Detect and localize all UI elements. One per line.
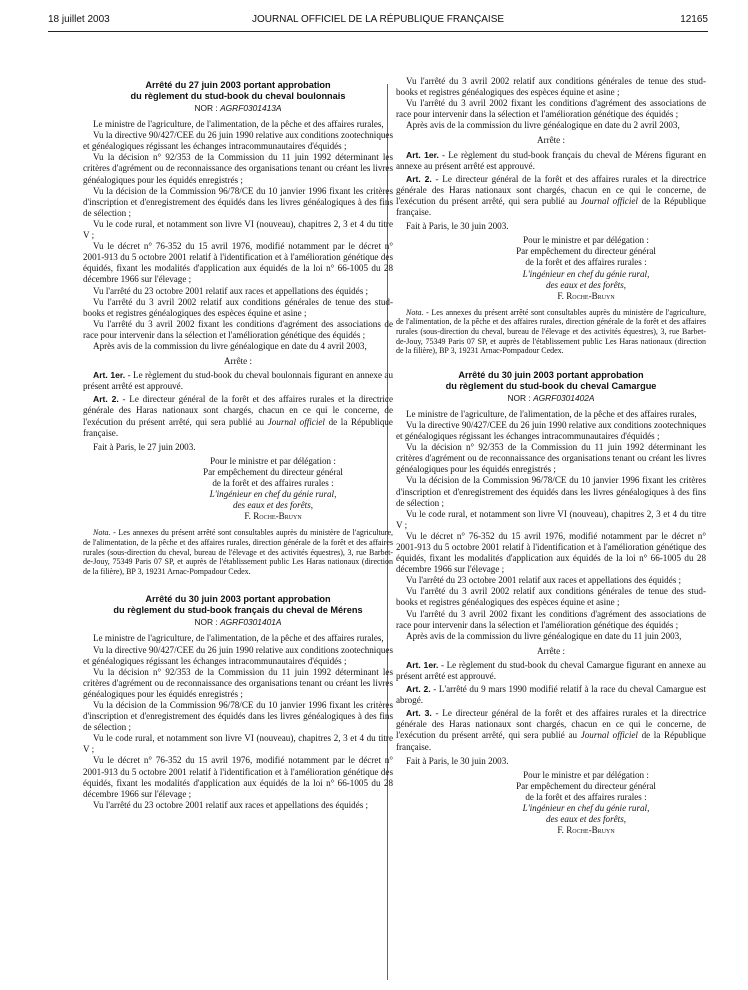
article-1 — [83, 370, 393, 392]
article-label: Art. 3. — [406, 708, 432, 719]
nor-code: AGRF0301402A — [533, 392, 595, 403]
article-2 — [396, 684, 706, 706]
nor-label: NOR : — [194, 103, 221, 113]
article-text: - Le règlement du stud-book du cheval boulonnais figurant en annexe au présent arrêté est approuvé. — [83, 370, 393, 392]
arrete-boulonnais — [83, 80, 393, 576]
signatory-name: F. Roche-Bruyn — [244, 511, 302, 522]
signature-line: L'ingénieur en chef du génie rural, — [209, 489, 337, 500]
arrete-merens-continued — [396, 76, 706, 356]
right-column — [396, 76, 706, 836]
paragraph: Vu la directive 90/427/CEE du 26 juin 1990 relative aux conditions zootechniques et généalogiques régissant les échanges intracommunautaires d'équidés ; — [83, 130, 393, 152]
paragraph: Vu la directive 90/427/CEE du 26 juin 1990 relative aux conditions zootechniques et généalogiques régissant les échanges intracommunautaires d'équidés ; — [396, 419, 706, 442]
paragraph: Vu le code rural, et notamment son livre VI (nouveau), chapitres 2, 3 et 4 du titre V ; — [83, 218, 393, 241]
signature-line: des eaux et des forêts, — [545, 279, 627, 290]
article-2 — [396, 174, 706, 218]
signature-line: Pour le ministre et par délégation : — [523, 235, 649, 246]
nor-label: NOR : — [507, 392, 534, 403]
signature-line: Pour le ministre et par délégation : — [523, 769, 649, 780]
paragraph: Vu la directive 90/427/CEE du 26 juin 1990 relative aux conditions zootechniques et généalogiques régissant les échanges intracommunautaires d'équidés ; — [83, 644, 393, 666]
paragraph: Vu l'arrêté du 3 avril 2002 relatif aux conditions générales de tenue des stud-books et registres généalogiques des espèces équine et asine ; — [396, 586, 706, 608]
nor-label: NOR : — [194, 617, 221, 628]
nota-note — [396, 308, 706, 356]
article-text-end: de la République française. — [83, 416, 393, 438]
article-label: Art. 2. — [406, 173, 432, 184]
arrete-title: Arrêté du 30 juin 2003 portant approbation — [145, 594, 331, 605]
header-page-number: 12165 — [680, 14, 708, 25]
paragraph: Vu l'arrêté du 23 octobre 2001 relatif aux races et appellations des équidés ; — [93, 285, 369, 296]
nor-reference — [83, 617, 393, 628]
nor-reference — [396, 393, 706, 404]
signature-line: de la forêt et des affaires rurales : — [525, 257, 647, 268]
article-text: - Le directeur général de la forêt et des affaires rurales et la directrice générale des Haras nationaux sont chargés, chacun en ce qui le concerne, de l'exécution du présent arrêté, qui sera publié au — [83, 394, 393, 427]
signature-line: de la forêt et des affaires rurales : — [212, 478, 334, 488]
arrete-camargue — [396, 370, 706, 837]
signatory-name: F. Roche-Bruyn — [557, 290, 615, 301]
header-rule — [48, 31, 708, 32]
arrete-subtitle: du règlement du stud-book du cheval boulonnais — [130, 91, 346, 101]
arrete-heading: Arrête : — [536, 645, 566, 656]
signature-block — [396, 770, 706, 837]
nota-text: - Les annexes du présent arrêté sont consultables auprès du ministère de l'agriculture, de l'alimentation, de la pêche et des affaires rurales, direction générale de la forêt et des affaires rurales (sous-direction du cheval, bureau de l'élevage et des activités équestres), 3, rue Barbet-de-Jouy, 75349 Paris 07 SP, et auprès de l'établissement public Les Haras nationaux (direction de la filière), BP 3, 19231 Arnac-Pompadour Cedex. — [396, 307, 706, 356]
paragraph: Vu l'arrêté du 23 octobre 2001 relatif aux races et appellations des équidés ; — [406, 575, 682, 586]
arrete-heading: Arrête : — [536, 135, 566, 146]
article-text: - Le règlement du stud-book du cheval Camargue figurant en annexe au présent arrêté est approuvé. — [396, 659, 706, 681]
signature-line: des eaux et des forêts, — [545, 814, 627, 825]
paragraph: Vu la décision de la Commission 96/78/CE du 10 janvier 1996 fixant les critères d'inscription et d'enregistrement des équidés dans les livres généalogiques à des fins de sélection ; — [83, 700, 393, 733]
nor-code: AGRF0301413A — [220, 103, 282, 113]
article-label: Art. 1er. — [406, 149, 439, 160]
nota-label: Nota. — [93, 528, 111, 538]
paragraph: Vu le décret n° 76-352 du 15 avril 1976, modifié notamment par le décret n° 2001-913 du 5 octobre 2001 relatif à l'identification et à l'amélioration génétique des équidés, fixant les modalités d'application aux équidés de la loi n° 66-1005 du 28 décembre 1966 sur l'élevage ; — [396, 530, 706, 575]
header-journal-title: JOURNAL OFFICIEL DE LA RÉPUBLIQUE FRANÇAISE — [251, 14, 505, 25]
article-text: - Le directeur général de la forêt et des affaires rurales et la directrice générale des Haras nationaux sont chargés, chacun en ce qui le concerne, de l'exécution du présent arrêté, qui sera publié au — [396, 708, 706, 741]
nor-code: AGRF0301401A — [220, 617, 282, 628]
paragraph: Vu la décision de la Commission 96/78/CE du 10 janvier 1996 fixant les critères d'inscription et d'enregistrement des équidés dans les livres généalogiques à des fins de sélection ; — [396, 475, 706, 508]
paragraph: Le ministre de l'agriculture, de l'alimentation, de la pêche et des affaires rurales, — [93, 119, 384, 130]
paragraph: Vu le code rural, et notamment son livre VI (nouveau), chapitres 2, 3 et 4 du titre V ; — [83, 733, 393, 755]
article-label: Art. 2. — [93, 394, 119, 405]
nor-reference — [83, 103, 393, 114]
journal-officiel-italic: Journal officiel — [580, 195, 638, 206]
paragraph: Vu l'arrêté du 3 avril 2002 fixant les conditions d'agrément des associations de race pour intervenir dans la sélection et l'amélioration génétique des équidés ; — [396, 608, 706, 630]
signature-line: de la forêt et des affaires rurales : — [525, 791, 647, 802]
arrete-subtitle: du règlement du stud-book français du cheval de Mérens — [113, 605, 363, 616]
signature-block — [83, 456, 393, 523]
paragraph: Après avis de la commission du livre généalogique en date du 2 avril 2003, — [406, 120, 680, 131]
article-1 — [396, 660, 706, 682]
nota-label: Nota. — [406, 307, 424, 317]
signature-date: Fait à Paris, le 30 juin 2003. — [406, 755, 509, 766]
signature-line: Par empêchement du directeur général — [516, 780, 656, 791]
signature-line: Par empêchement du directeur général — [516, 246, 656, 257]
paragraph: Après avis de la commission du livre généalogique en date du 4 avril 2003, — [93, 340, 367, 351]
signature-line: L'ingénieur en chef du génie rural, — [522, 268, 650, 279]
article-text-end: de la République française. — [396, 730, 706, 752]
signature-line: Pour le ministre et par délégation : — [210, 455, 336, 466]
paragraph: Vu l'arrêté du 3 avril 2002 relatif aux conditions générales de tenue des stud-books et registres généalogiques des espèces équine et asine ; — [396, 76, 706, 98]
paragraph: Après avis de la commission du livre généalogique en date du 11 juin 2003, — [406, 630, 682, 641]
article-text: - Le directeur général de la forêt et des affaires rurales et la directrice générale des Haras nationaux sont chargés, chacun en ce qui le concerne, de l'exécution du présent arrêté, qui sera publié au — [396, 173, 706, 206]
article-1 — [396, 150, 706, 172]
paragraph: Vu le décret n° 76-352 du 15 avril 1976, modifié notamment par le décret n° 2001-913 du 5 octobre 2001 relatif à l'identification et à l'amélioration génétique des équidés, fixant les modalités d'application aux équidés de la loi n° 66-1005 du 28 décembre 1966 sur l'élevage ; — [83, 755, 393, 799]
article-text-end: de la République française. — [396, 195, 706, 218]
nota-note — [83, 528, 393, 576]
signature-date: Fait à Paris, le 27 juin 2003. — [93, 441, 196, 452]
header-date: 18 juillet 2003 — [48, 14, 110, 25]
arrete-merens — [83, 594, 393, 811]
nota-text: - Les annexes du présent arrêté sont consultables auprès du ministère de l'agriculture, de l'alimentation, de la pêche et des affaires rurales, direction générale de la forêt et des affaires rurales (sous-direction du cheval, bureau de l'élevage et des activités équestres), 3, rue Barbet-de-Jouy, 75349 Paris 07 SP, et auprès de l'établissement public Les Haras nationaux (direction de la filière), BP 3, 19231 Arnac-Pompadour Cedex. — [83, 528, 393, 576]
journal-officiel-italic: Journal officiel — [580, 730, 638, 741]
paragraph: Vu le code rural, et notamment son livre VI (nouveau), chapitres 2, 3 et 4 du titre V ; — [396, 508, 706, 530]
paragraph: Vu la décision n° 92/353 de la Commission du 11 juin 1992 déterminant les critères d'agrément ou de reconnaissance des organisations tenant ou créant les livres généalogiques pour les équidés enregistrés ; — [396, 442, 706, 475]
article-label: Art. 1er. — [406, 659, 439, 670]
paragraph: Vu le décret n° 76-352 du 15 avril 1976, modifié notamment par le décret n° 2001-913 du 5 octobre 2001 relatif à l'identification et à l'amélioration génétique des équidés, fixant les modalités d'application aux équidés de la loi n° 66-1005 du 28 décembre 1966 sur l'élevage ; — [83, 241, 393, 285]
signature-line: des eaux et des forêts, — [232, 500, 314, 511]
paragraph: Le ministre de l'agriculture, de l'alimentation, de la pêche et des affaires rurales, — [93, 633, 384, 644]
journal-officiel-italic: Journal officiel — [267, 416, 325, 427]
arrete-title: Arrêté du 30 juin 2003 portant approbation — [458, 369, 644, 380]
arrete-subtitle: du règlement du stud-book du cheval Camargue — [445, 380, 657, 391]
left-column — [83, 80, 393, 811]
arrete-heading: Arrête : — [223, 356, 253, 367]
paragraph: Vu la décision n° 92/353 de la Commission du 11 juin 1992 déterminant les critères d'agrément ou de reconnaissance des organisations tenant ou créant les livres généalogiques pour les équidés enregistrés ; — [83, 152, 393, 185]
paragraph: Vu l'arrêté du 3 avril 2002 fixant les conditions d'agrément des associations de race pour intervenir dans la sélection et l'amélioration génétique des équidés ; — [396, 98, 706, 120]
article-text: - Le règlement du stud-book français du cheval de Mérens figurant en annexe au présent arrêté est approuvé. — [396, 149, 706, 171]
signature-line: Par empêchement du directeur général — [203, 466, 343, 477]
article-label: Art. 2. — [406, 684, 431, 695]
article-label: Art. 1er. — [93, 370, 126, 381]
paragraph: Vu l'arrêté du 3 avril 2002 relatif aux conditions générales de tenue des stud-books et registres généalogiques des espèces équine et asine ; — [83, 296, 393, 318]
paragraph: Vu la décision n° 92/353 de la Commission du 11 juin 1992 déterminant les critères d'agrément ou de reconnaissance des organisations tenant ou créant les livres généalogiques pour les équidés enregistrés ; — [83, 666, 393, 699]
signature-line: L'ingénieur en chef du génie rural, — [522, 803, 650, 814]
signature-date: Fait à Paris, le 30 juin 2003. — [406, 221, 509, 232]
paragraph: Le ministre de l'agriculture, de l'alimentation, de la pêche et des affaires rurales, — [406, 408, 697, 419]
signature-block — [396, 235, 706, 302]
paragraph: Vu la décision de la Commission 96/78/CE du 10 janvier 1996 fixant les critères d'inscription et d'enregistrement des équidés dans les livres généalogiques à des fins de sélection ; — [83, 185, 393, 218]
article-3 — [396, 708, 706, 752]
arrete-title: Arrêté du 27 juin 2003 portant approbation — [145, 80, 331, 90]
signatory-name: F. Roche-Bruyn — [557, 825, 615, 836]
article-2 — [83, 394, 393, 438]
article-text: - L'arrêté du 9 mars 1990 modifié relatif à la race du cheval Camargue est abrogé. — [396, 684, 706, 706]
page-header — [48, 14, 708, 30]
paragraph: Vu l'arrêté du 3 avril 2002 fixant les conditions d'agrément des associations de race pour intervenir dans la sélection et l'amélioration génétique des équidés ; — [83, 318, 393, 340]
paragraph: Vu l'arrêté du 23 octobre 2001 relatif aux races et appellations des équidés ; — [93, 799, 369, 810]
